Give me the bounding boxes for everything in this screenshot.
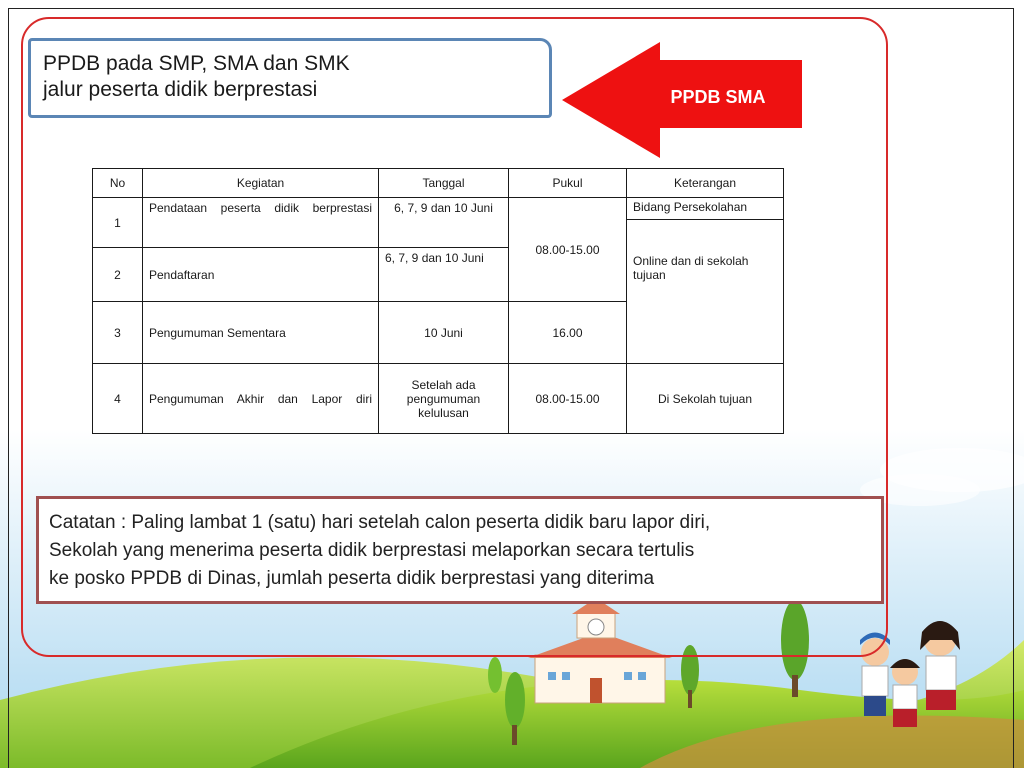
cell-kegiatan: Pengumuman Sementara — [143, 302, 379, 364]
note-line-2: Sekolah yang menerima peserta didik berprestasi melaporkan secara tertulis — [49, 540, 695, 561]
cell-kegiatan: Pengumuman Akhir dan Lapor diri — [143, 364, 379, 434]
title-line-1: PPDB pada SMP, SMA dan SMK — [43, 52, 350, 75]
cell-pukul: 08.00-15.00 — [509, 198, 627, 302]
cell-pukul: 08.00-15.00 — [509, 364, 627, 434]
cell-tanggal: 6, 7, 9 dan 10 Juni — [379, 248, 509, 302]
cell-tanggal: Setelah ada pengumuman kelulusan — [379, 364, 509, 434]
cell-no: 2 — [93, 248, 143, 302]
header-tanggal: Tanggal — [379, 169, 509, 198]
note-line-1: Catatan : Paling lambat 1 (satu) hari setelah calon peserta didik baru lapor diri, — [49, 512, 711, 533]
note-box — [36, 496, 884, 604]
cell-keterangan: Online dan di sekolah tujuan — [633, 254, 749, 282]
header-kegiatan: Kegiatan — [143, 169, 379, 198]
header-pukul: Pukul — [509, 169, 627, 198]
table-row — [93, 198, 784, 248]
cell-no: 1 — [93, 198, 143, 248]
cell-keterangan: Bidang Persekolahan — [627, 198, 784, 220]
cell-kegiatan: Pendataan peserta didik berprestasi — [143, 198, 379, 248]
header-no: No — [93, 169, 143, 198]
cell-keterangan-group — [627, 198, 784, 364]
cell-no: 4 — [93, 364, 143, 434]
table-row — [93, 364, 784, 434]
cell-tanggal: 10 Juni — [379, 302, 509, 364]
title-line-2: jalur peserta didik berprestasi — [43, 78, 318, 101]
cell-no: 3 — [93, 302, 143, 364]
title-box — [28, 38, 552, 118]
cell-pukul: 16.00 — [509, 302, 627, 364]
cell-keterangan: Di Sekolah tujuan — [627, 364, 784, 434]
cell-kegiatan: Pendaftaran — [143, 248, 379, 302]
arrow-label: PPDB SMA — [670, 87, 766, 107]
note-line-3: ke posko PPDB di Dinas, jumlah peserta didik berprestasi yang diterima — [49, 568, 655, 589]
cell-tanggal: 6, 7, 9 dan 10 Juni — [379, 198, 509, 248]
header-keterangan: Keterangan — [627, 169, 784, 198]
schedule-table — [92, 168, 784, 434]
table-header-row — [93, 169, 784, 198]
